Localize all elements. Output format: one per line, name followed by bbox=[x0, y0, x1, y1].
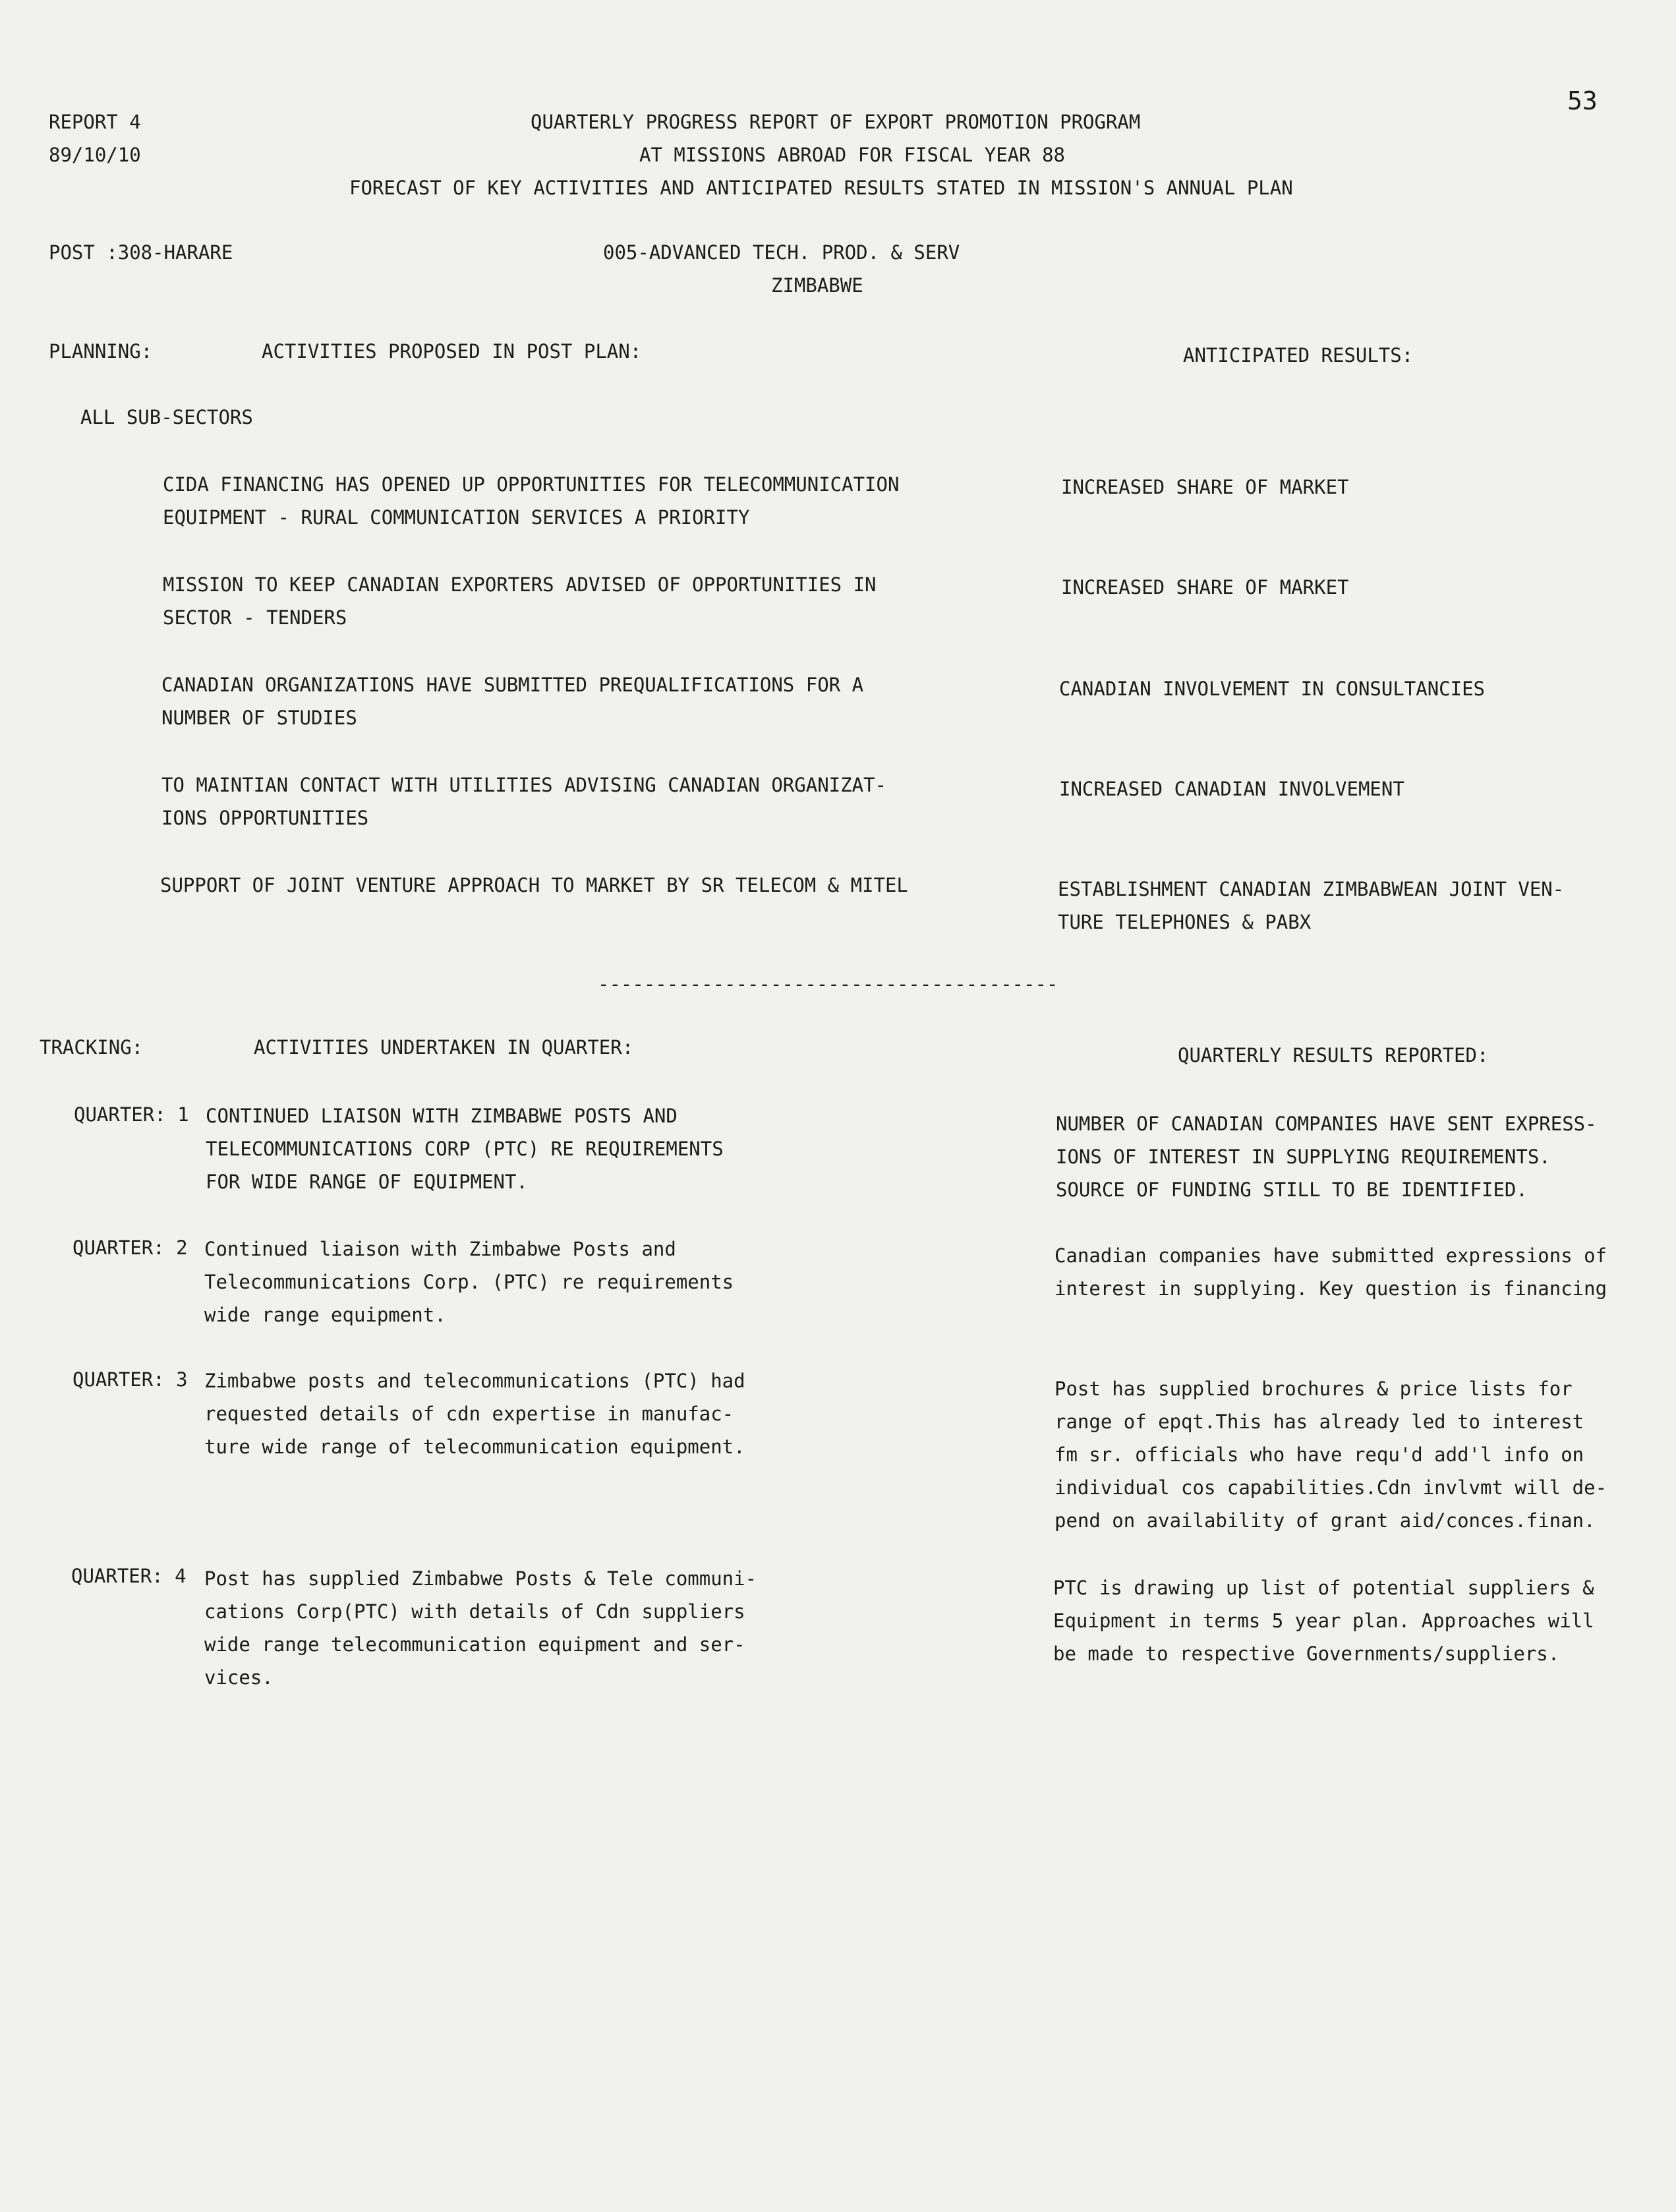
planning-result: INCREASED CANADIAN INVOLVEMENT bbox=[1059, 778, 1404, 800]
country-name: ZIMBABWE bbox=[771, 274, 863, 297]
section-divider: ---------------------------------------- bbox=[598, 973, 1058, 995]
tracking-results-heading: QUARTERLY RESULTS REPORTED: bbox=[1178, 1044, 1489, 1066]
quarter-activity: Zimbabwe posts and telecommunications (PTC) had requested details of cdn expertise in manufac- ture wide range of telecommunication equipment. bbox=[204, 1370, 745, 1458]
planning-result: CANADIAN INVOLVEMENT IN CONSULTANCIES bbox=[1059, 678, 1486, 700]
planning-activity: MISSION TO KEEP CANADIAN EXPORTERS ADVISED OF OPPORTUNITIES IN SECTOR - TENDERS bbox=[163, 573, 877, 629]
planning-results-heading: ANTICIPATED RESULTS: bbox=[1183, 344, 1414, 366]
quarter-label: QUARTER: 3 bbox=[72, 1368, 188, 1391]
report-title-line1: QUARTERLY PROGRESS REPORT OF EXPORT PROMOTION PROGRAM bbox=[531, 111, 1141, 133]
planning-result: ESTABLISHMENT CANADIAN ZIMBABWEAN JOINT VEN- TURE TELEPHONES & PABX bbox=[1058, 878, 1565, 933]
quarter-result: PTC is drawing up list of potential suppliers & Equipment in terms 5 year plan. Approaches will be made to respective Governments/suppliers. bbox=[1053, 1577, 1594, 1665]
report-date: 89/10/10 bbox=[49, 144, 141, 166]
quarter-activity: CONTINUED LIAISON WITH ZIMBABWE POSTS AND TELECOMMUNICATIONS CORP (PTC) RE REQUIREMENTS FOR WIDE RANGE OF EQUIPMENT. bbox=[206, 1105, 724, 1193]
tracking-activities-heading: ACTIVITIES UNDERTAKEN IN QUARTER: bbox=[254, 1036, 634, 1059]
quarter-label: QUARTER: 1 bbox=[74, 1103, 189, 1126]
report-title-line3: FORECAST OF KEY ACTIVITIES AND ANTICIPATED RESULTS STATED IN MISSION'S ANNUAL PLAN bbox=[349, 177, 1293, 199]
planning-result: INCREASED SHARE OF MARKET bbox=[1061, 476, 1349, 498]
planning-activity: TO MAINTIAN CONTACT WITH UTILITIES ADVISING CANADIAN ORGANIZAT- IONS OPPORTUNITIES bbox=[161, 774, 886, 829]
post-code: POST :308-HARARE bbox=[49, 241, 233, 264]
planning-subsector: ALL SUB-SECTORS bbox=[80, 406, 253, 428]
quarter-result: Post has supplied brochures & price lists for range of epqt.This has already led to interest fm sr. officials who have requ'd add'l info on individual cos capabilities.Cdn invlvmt will de- pend on availability of grant aid/conces.finan. bbox=[1055, 1378, 1607, 1532]
planning-activity: SUPPORT OF JOINT VENTURE APPROACH TO MARKET BY SR TELECOM & MITEL bbox=[160, 874, 908, 896]
planning-result: INCREASED SHARE OF MARKET bbox=[1061, 576, 1349, 598]
report-title-line2: AT MISSIONS ABROAD FOR FISCAL YEAR 88 bbox=[639, 144, 1066, 166]
planning-activity: CANADIAN ORGANIZATIONS HAVE SUBMITTED PREQUALIFICATIONS FOR A NUMBER OF STUDIES bbox=[161, 674, 864, 729]
report-number: REPORT 4 bbox=[49, 111, 141, 133]
tracking-label: TRACKING: bbox=[40, 1036, 144, 1059]
quarter-result: Canadian companies have submitted expressions of interest in supplying. Key question is financing bbox=[1055, 1244, 1607, 1300]
page-number: 53 bbox=[1567, 86, 1598, 115]
quarter-label: QUARTER: 4 bbox=[71, 1565, 187, 1587]
sector-code: 005-ADVANCED TECH. PROD. & SERV bbox=[603, 241, 960, 264]
planning-activity: CIDA FINANCING HAS OPENED UP OPPORTUNITIES FOR TELECOMMUNICATION EQUIPMENT - RURAL COMMUNICATION SERVICES A PRIORITY bbox=[163, 473, 900, 529]
quarter-activity: Continued liaison with Zimbabwe Posts and Telecommunications Corp. (PTC) re requirements wide range equipment. bbox=[204, 1238, 734, 1326]
planning-label: PLANNING: bbox=[49, 340, 153, 363]
quarter-activity: Post has supplied Zimbabwe Posts & Tele communi- cations Corp(PTC) with details of Cdn suppliers wide range telecommunication equipment and ser- vices. bbox=[204, 1567, 757, 1689]
quarter-label: QUARTER: 2 bbox=[72, 1237, 188, 1259]
planning-activities-heading: ACTIVITIES PROPOSED IN POST PLAN: bbox=[262, 340, 642, 363]
quarter-result: NUMBER OF CANADIAN COMPANIES HAVE SENT EXPRESS- IONS OF INTEREST IN SUPPLYING REQUIREMENTS. SOURCE OF FUNDING STILL TO BE IDENTIFIED. bbox=[1056, 1113, 1597, 1201]
